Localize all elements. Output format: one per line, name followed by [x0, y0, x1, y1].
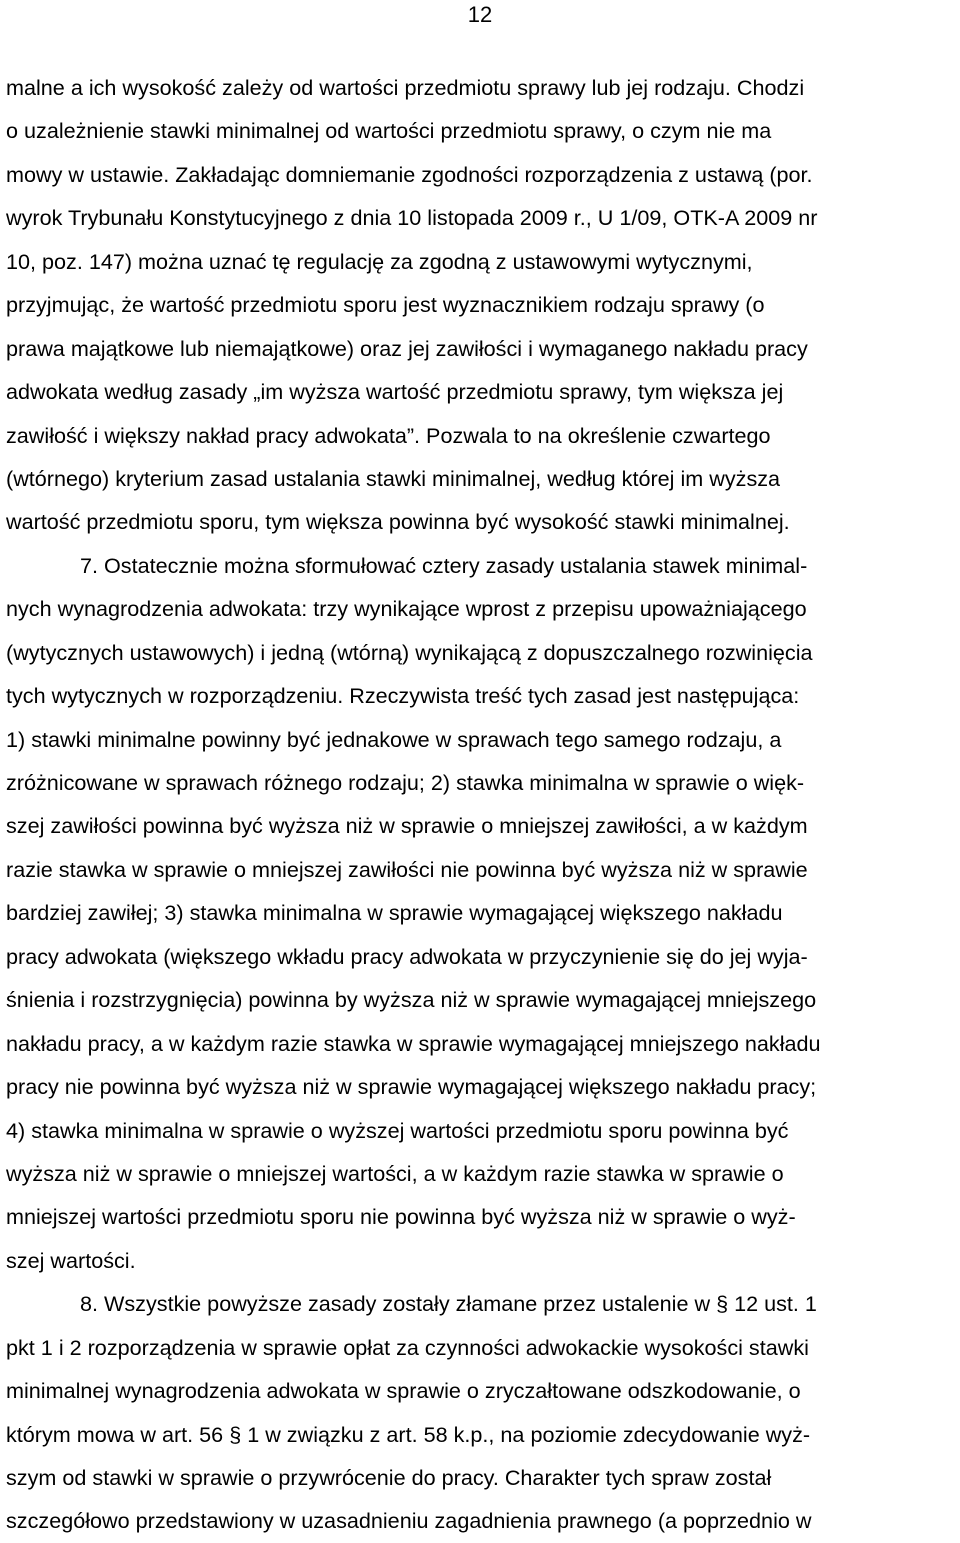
text-line: pracy nie powinna być wyższa niż w sprawie wymagającej większego nakładu pracy;: [6, 1074, 817, 1100]
text-line: nych wynagrodzenia adwokata: trzy wynikające wprost z przepisu upoważniającego: [6, 596, 807, 622]
text-line: malne a ich wysokość zależy od wartości przedmiotu sprawy lub jej rodzaju. Chodzi: [6, 75, 805, 100]
text-line: minimalnej wynagrodzenia adwokata w sprawie o zryczałtowane odszkodowanie, o: [6, 1378, 801, 1404]
text-line: szczegółowo przedstawiony w uzasadnieniu zagadnienia prawnego (a poprzednio w: [6, 1508, 812, 1534]
text-line: zróżnicowane w sprawach różnego rodzaju; 2) stawka minimalna w sprawie o więk-: [6, 770, 805, 795]
text-line: śnienia i rozstrzygnięcia) powinna by wyższa niż w sprawie wymagającej mniejszego: [6, 987, 817, 1013]
text-line: tych wytycznych w rozporządzeniu. Rzeczywista treść tych zasad jest następująca:: [6, 683, 800, 709]
text-line: (wytycznych ustawowych) i jedną (wtórną) wynikającą z dopuszczalnego rozwinięcia: [6, 639, 813, 665]
text-line: mowy w ustawie. Zakładając domniemanie zgodności rozporządzenia z ustawą (por.: [6, 161, 813, 187]
text-line: nakładu pracy, a w każdym razie stawka w sprawie wymagającej mniejszego nakładu: [6, 1030, 821, 1056]
body-text: [6, 66, 956, 1543]
text-line: przyjmując, że wartość przedmiotu sporu jest wyznacznikiem rodzaju sprawy (o: [6, 292, 765, 318]
text-line: pkt 1 i 2 rozporządzenia w sprawie opłat za czynności adwokackie wysokości stawki: [6, 1334, 809, 1360]
paragraph-7-start: 7. Ostatecznie można sformułować cztery zasady ustalania stawek minimal-: [80, 552, 808, 578]
text-line: szej zawiłości powinna być wyższa niż w sprawie o mniejszej zawiłości, a w każdym: [6, 813, 808, 839]
paragraph-8-start: 8. Wszystkie powyższe zasady zostały złamane przez ustalenie w § 12 ust. 1: [80, 1291, 817, 1317]
text-line: bardziej zawiłej; 3) stawka minimalna w sprawie wymagającej większego nakładu: [6, 900, 783, 926]
text-line: razie stawka w sprawie o mniejszej zawiłości nie powinna być wyższa niż w sprawie: [6, 856, 808, 882]
text-line: 10, poz. 147) można uznać tę regulację za zgodną z ustawowymi wytycznymi,: [6, 248, 753, 274]
text-line: 1) stawki minimalne powinny być jednakowe w sprawach tego samego rodzaju, a: [6, 726, 782, 752]
text-line: (wtórnego) kryterium zasad ustalania stawki minimalnej, według której im wyższa: [6, 465, 781, 491]
text-line: pracy adwokata (większego wkładu pracy adwokata w przyczynienie się do jej wyja-: [6, 943, 808, 969]
text-line: szym od stawki w sprawie o przywrócenie do pracy. Charakter tych spraw został: [6, 1465, 772, 1490]
text-line: zawiłość i większy nakład pracy adwokata”. Pozwala to na określenie czwartego: [6, 422, 771, 448]
text-line: prawa majątkowe lub niemajątkowe) oraz jej zawiłości i wymaganego nakładu pracy: [6, 335, 808, 361]
text-line: adwokata według zasady „im wyższa wartość przedmiotu sprawy, tym większa jej: [6, 379, 784, 405]
text-line: 4) stawka minimalna w sprawie o wyższej wartości przedmiotu sporu powinna być: [6, 1117, 789, 1143]
text-line: o uzależnienie stawki minimalnej od wartości przedmiotu sprawy, o czym nie ma: [6, 118, 772, 144]
text-line: wyrok Trybunału Konstytucyjnego z dnia 10 listopada 2009 r., U 1/09, OTK-A 2009 nr: [6, 205, 818, 231]
text-line: mniejszej wartości przedmiotu sporu nie powinna być wyższa niż w sprawie o wyż-: [6, 1204, 796, 1230]
text-line: którym mowa w art. 56 § 1 w związku z art. 58 k.p., na poziomie zdecydowanie wyż-: [6, 1421, 811, 1447]
text-line: wyższa niż w sprawie o mniejszej wartości, a w każdym razie stawka w sprawie o: [6, 1160, 784, 1186]
text-line: wartość przedmiotu sporu, tym większa powinna być wysokość stawki minimalnej.: [6, 509, 790, 535]
text-line: szej wartości.: [6, 1247, 136, 1273]
page-number: 12: [467, 2, 493, 27]
